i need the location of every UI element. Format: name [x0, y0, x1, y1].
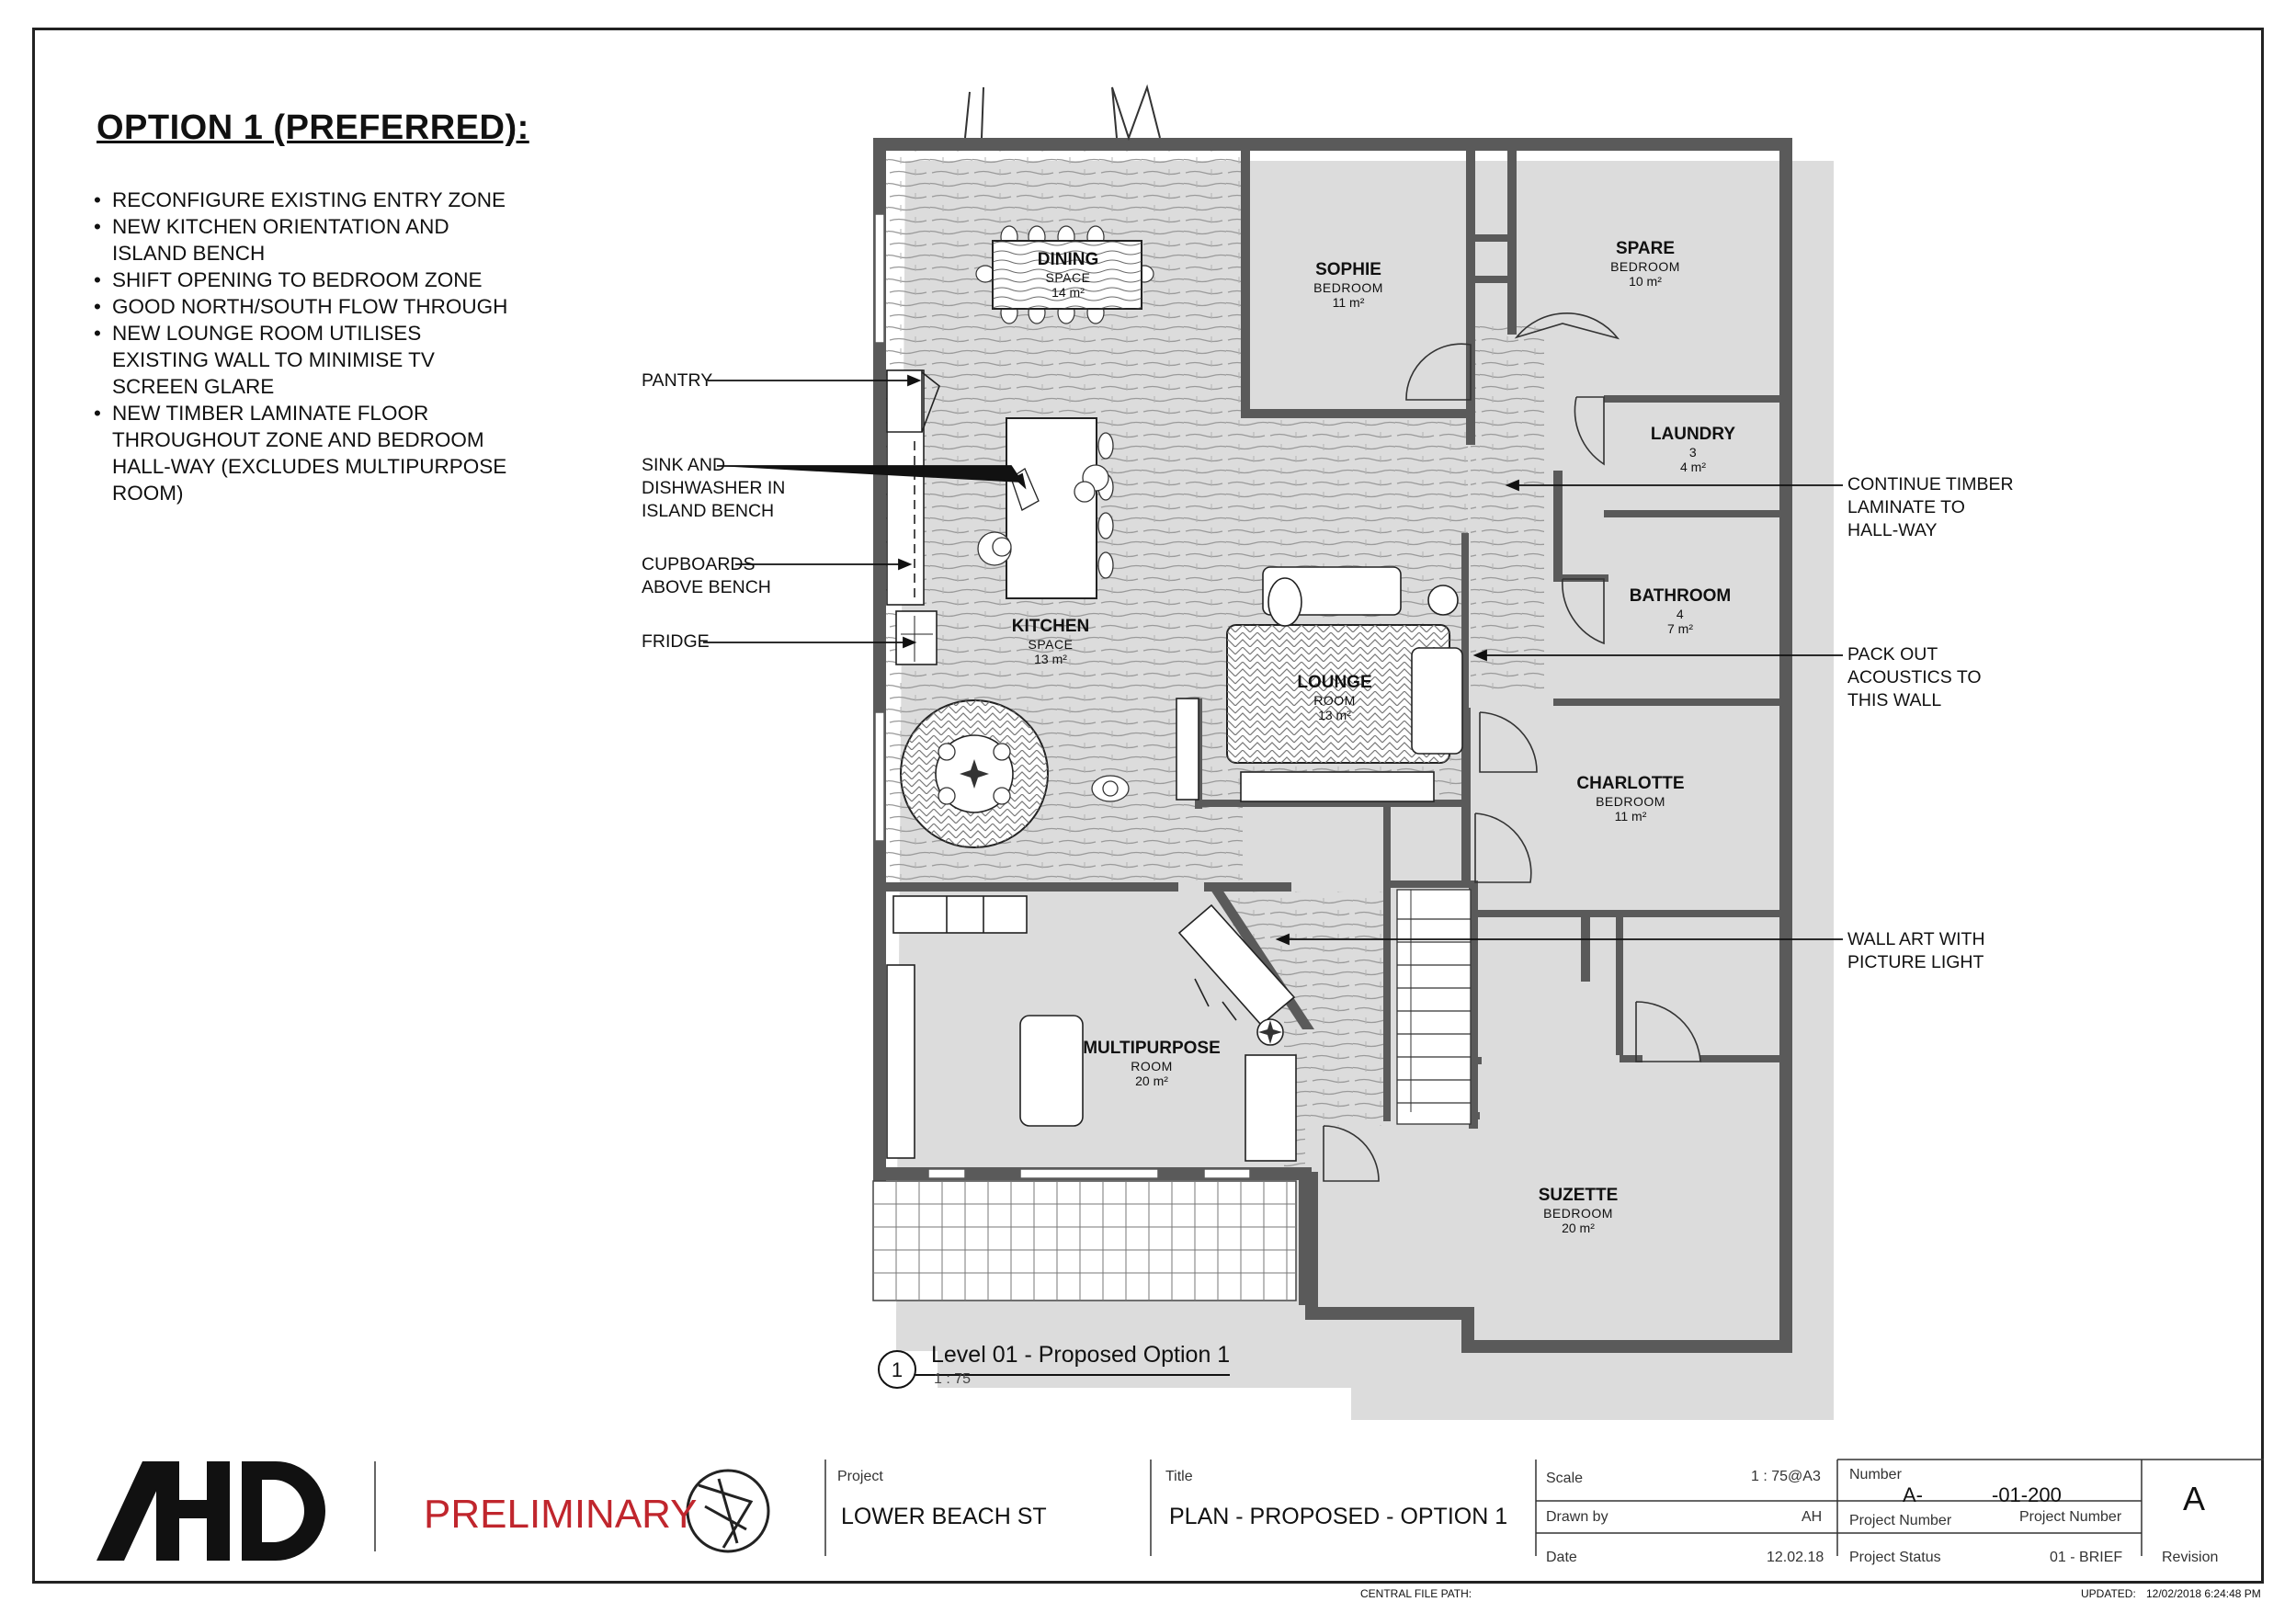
view-title: Level 01 - Proposed Option 1	[931, 1342, 1231, 1368]
number-label: Number	[1849, 1467, 1902, 1482]
title-block	[32, 1441, 2264, 1584]
sheet-title: PLAN - PROPOSED - OPTION 1	[1169, 1504, 1508, 1529]
date-label: Date	[1546, 1550, 1577, 1565]
project-status-value: 01 - BRIEF	[2050, 1550, 2123, 1565]
room-label-suzette: SUZETTE BEDROOM 20 m²	[1538, 1186, 1619, 1235]
room-label-dining: DINING SPACE 14 m²	[1037, 250, 1099, 300]
drawn-value: AH	[1802, 1509, 1823, 1525]
callout-timber: CONTINUE TIMBER LAMINATE TO HALL-WAY	[1847, 474, 2014, 540]
drawn-label: Drawn by	[1546, 1509, 1608, 1525]
project-number-value: Project Number	[2019, 1509, 2122, 1525]
number-prefix: A-	[1903, 1483, 1923, 1506]
project-number-label: Project Number	[1849, 1513, 1952, 1528]
central-file-path: CENTRAL FILE PATH:	[1360, 1587, 1472, 1600]
room-label-bathroom: BATHROOM 4 7 m²	[1629, 586, 1732, 636]
room-label-laundry: LAUNDRY 3 4 m²	[1650, 425, 1736, 474]
room-label-lounge: LOUNGE ROOM 13 m²	[1297, 673, 1372, 722]
timber-floor-hallway	[1471, 326, 1544, 694]
note-item: • SHIFT OPENING TO BEDROOM ZONE	[92, 267, 515, 293]
callout-sink: SINK AND DISHWASHER IN ISLAND BENCH	[642, 455, 786, 521]
room-label-kitchen: KITCHEN SPACE 13 m²	[1011, 617, 1090, 666]
stair	[1397, 890, 1471, 1124]
note-item: • GOOD NORTH/SOUTH FLOW THROUGH	[92, 293, 515, 320]
emblem-icon	[688, 1471, 768, 1551]
note-item: • NEW LOUNGE ROOM UTILISES EXISTING WALL TO MINIMISE TV SCREEN GLARE	[92, 320, 515, 400]
project-name: LOWER BEACH ST	[841, 1504, 1047, 1529]
callout-fridge: FRIDGE	[642, 631, 710, 652]
view-scale: 1 : 75	[934, 1371, 972, 1387]
ahd-logo	[97, 1461, 325, 1561]
callout-pantry: PANTRY	[642, 370, 713, 391]
round-table	[901, 700, 1048, 847]
number-value: -01-200	[1992, 1483, 2062, 1506]
room-label-charlotte: CHARLOTTE BEDROOM 11 m²	[1576, 774, 1685, 824]
preliminary-stamp: PRELIMINARY	[424, 1492, 698, 1537]
room-label-sophie: SOPHIE BEDROOM 11 m²	[1313, 260, 1383, 310]
date-value: 12.02.18	[1767, 1550, 1824, 1565]
note-item: • RECONFIGURE EXISTING ENTRY ZONE	[92, 187, 515, 213]
scale-label: Scale	[1546, 1471, 1584, 1486]
bifold-door	[965, 87, 1160, 138]
updated-label: UPDATED:	[2081, 1587, 2136, 1600]
view-number: 1	[891, 1358, 904, 1381]
room-label-spare: SPARE BEDROOM 10 m²	[1610, 239, 1680, 289]
scale-value: 1 : 75@A3	[1751, 1469, 1821, 1484]
revision-label: Revision	[2162, 1550, 2219, 1565]
callout-acoustics: PACK OUT ACOUSTICS TO THIS WALL	[1847, 644, 1982, 710]
room-label-multipurpose: MULTIPURPOSE ROOM 20 m²	[1083, 1039, 1221, 1088]
project-status-label: Project Status	[1849, 1550, 1941, 1565]
title-label: Title	[1165, 1469, 1193, 1484]
deck	[873, 1181, 1296, 1301]
note-item: • NEW KITCHEN ORIENTATION AND ISLAND BENCH	[92, 213, 515, 267]
callout-cupboards: CUPBOARDS ABOVE BENCH	[642, 554, 771, 597]
revision-value: A	[2183, 1480, 2206, 1517]
project-label: Project	[837, 1469, 883, 1484]
updated-value: 12/02/2018 6:24:48 PM	[2146, 1587, 2261, 1600]
note-item: • NEW TIMBER LAMINATE FLOOR THROUGHOUT ZONE AND BEDROOM HALL-WAY (EXCLUDES MULTIPURPOSE ROOM)	[92, 400, 515, 506]
callout-wall-art: WALL ART WITH PICTURE LIGHT	[1847, 929, 1985, 972]
notes-title: OPTION 1 (PREFERRED):	[97, 108, 529, 147]
